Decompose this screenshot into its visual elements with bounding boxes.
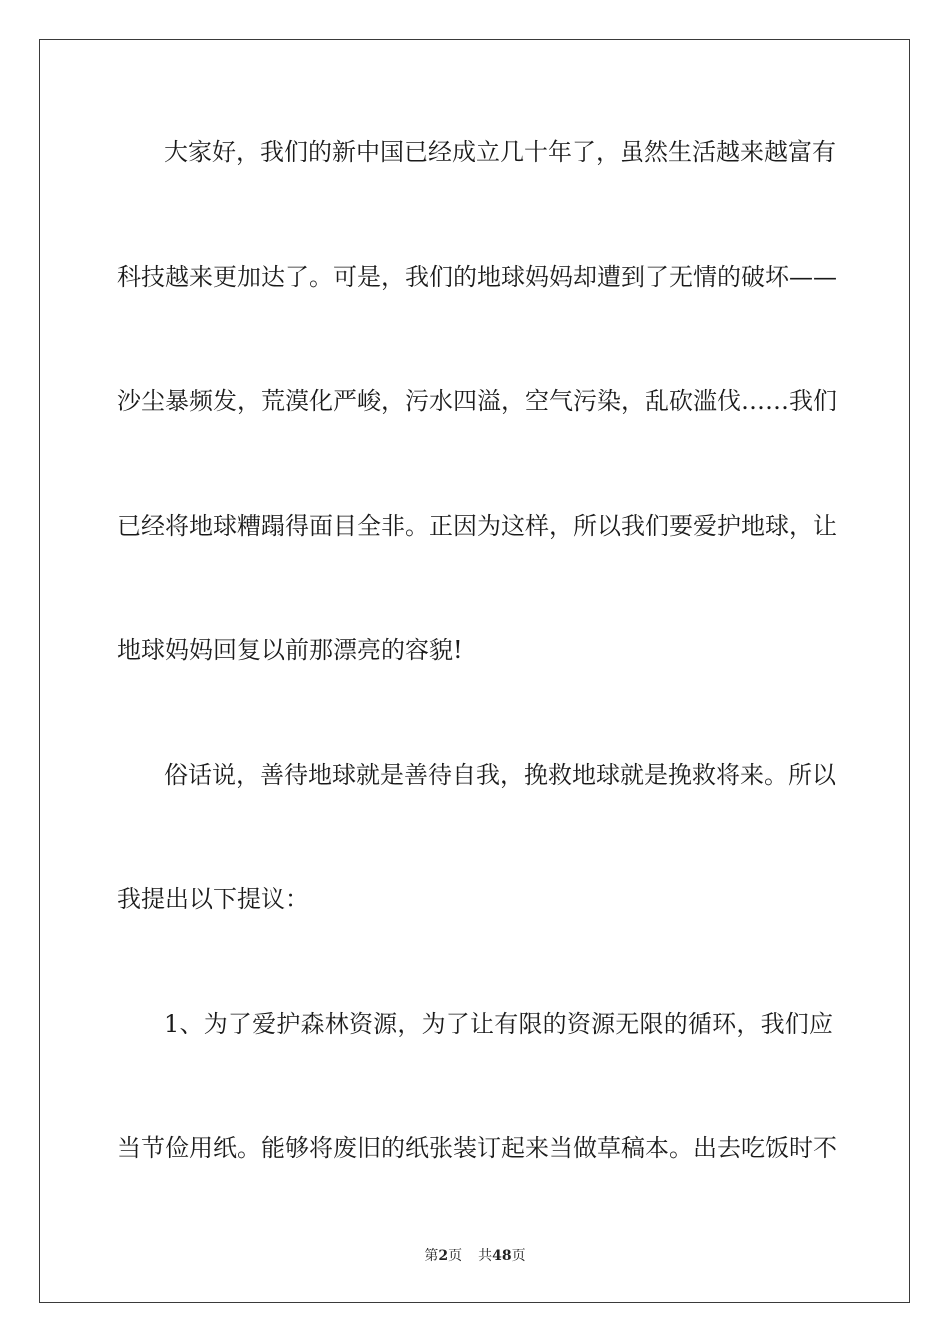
footer-page-prefix: 第 xyxy=(424,1248,439,1264)
page-border xyxy=(39,39,910,1303)
paragraph-1-line-2: 科技越来更加达了。可是，我们的地球妈妈却遭到了无情的破坏—— xyxy=(117,263,837,291)
paragraph-3-line-1: 1、为了爱护森林资源，为了让有限的资源无限的循环，我们应 xyxy=(164,1010,833,1038)
footer-page-suffix: 页 xyxy=(448,1248,463,1264)
page-footer xyxy=(0,1247,950,1265)
paragraph-1-line-5: 地球妈妈回复以前那漂亮的容貌! xyxy=(117,636,463,664)
paragraph-3-line-2: 当节俭用纸。能够将废旧的纸张装订起来当做草稿本。出去吃饭时不 xyxy=(117,1134,837,1162)
paragraph-2-line-1: 俗话说，善待地球就是善待自我，挽救地球就是挽救将来。所以 xyxy=(164,761,836,789)
footer-page-number: 2 xyxy=(438,1248,449,1264)
paragraph-2-line-2: 我提出以下提议： xyxy=(117,885,309,913)
paragraph-1-line-3: 沙尘暴频发，荒漠化严峻，污水四溢，空气污染，乱砍滥伐……我们 xyxy=(117,387,837,415)
footer-total-suffix: 页 xyxy=(511,1248,526,1264)
footer-total-prefix: 共 xyxy=(478,1248,493,1264)
paragraph-1-line-1: 大家好，我们的新中国已经成立几十年了，虽然生活越来越富有 xyxy=(164,138,836,166)
paragraph-1-line-4: 已经将地球糟蹋得面目全非。正因为这样，所以我们要爱护地球，让 xyxy=(117,512,837,540)
footer-total-pages: 48 xyxy=(492,1248,512,1264)
